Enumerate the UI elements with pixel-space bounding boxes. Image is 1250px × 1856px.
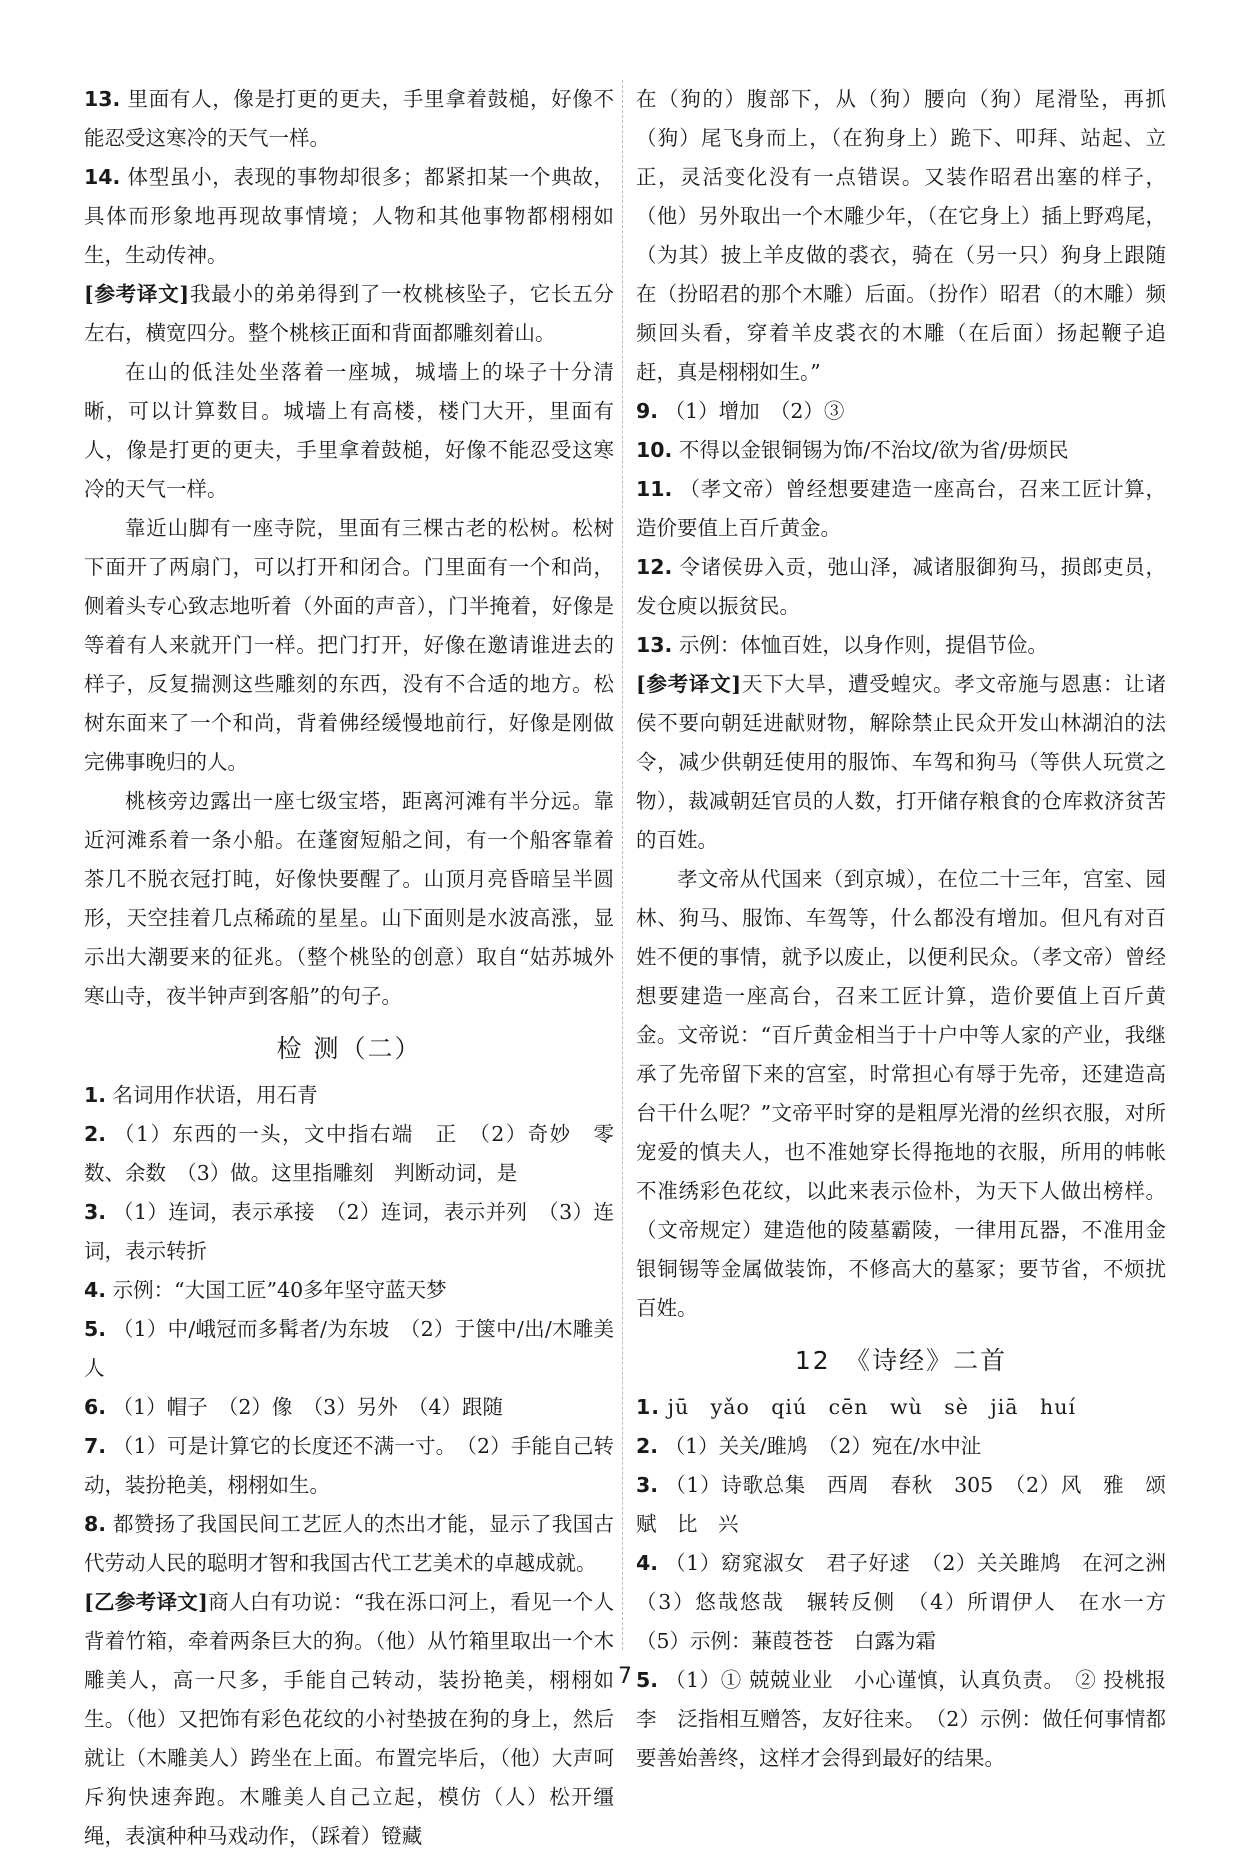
answer-number: 14.: [84, 165, 121, 189]
answer-item: [84, 1271, 614, 1310]
answer-item: [636, 431, 1166, 470]
answer-text: 令诸侯毋入贡，弛山泽，减诸服御狗马，损郎吏员，发仓庾以振贫民。: [636, 555, 1166, 618]
answer-item: [84, 1388, 614, 1427]
page-number: 7: [618, 1664, 632, 1689]
answer-item: [636, 470, 1166, 548]
answer-number: 5.: [636, 1668, 659, 1692]
answer-number: 10.: [636, 438, 673, 462]
answer-number: 3.: [84, 1200, 107, 1224]
answer-item: [636, 1466, 1187, 1544]
lesson-title: 12 《诗经》二首: [794, 1346, 1008, 1375]
translation-paragraph: 在山的低洼处坐落着一座城，城墙上的垛子十分清晰，可以计算数目。城墙上有高楼，楼门大开，里面有人，像是打更的更夫，手里拿着鼓槌，好像不能忍受这寒冷的天气一样。: [84, 360, 614, 501]
translation-tag: [乙参考译文]: [84, 1590, 208, 1614]
answer-text: 里面有人，像是打更的更夫，手里拿着鼓槌，好像不能忍受这寒冷的天气一样。: [84, 87, 614, 150]
answer-item: [636, 626, 1166, 665]
translation-paragraph: [84, 1583, 614, 1856]
answer-text: （1）窈窕淑女 君子好逑 （2）关关雎鸠 在河之洲 （3）悠哉悠哉 辗转反侧 （4）所谓伊人 在水一方 （5）示例：蒹葭苍苍 白露为霜: [636, 1551, 1187, 1653]
answer-number: 13.: [636, 633, 673, 657]
answer-text: （1）中/峨冠而多髯者/为东坡 （2）于箧中/出/木雕美人: [84, 1317, 614, 1380]
answer-text: （1）诗歌总集 西周 春秋 305 （2）风 雅 颂 赋 比 兴: [636, 1473, 1187, 1536]
answer-text: （孝文帝）曾经想要建造一座高台，召来工匠计算，造价要值上百斤黄金。: [636, 477, 1166, 540]
answer-text: jū yǎo qiú cēn wù sè jiā huí: [667, 1395, 1076, 1419]
answer-number: 9.: [636, 399, 659, 423]
answer-text: 都赞扬了我国民间工艺匠人的杰出才能，显示了我国古代劳动人民的聪明才智和我国古代工艺美术的卓越成就。: [84, 1512, 614, 1575]
answer-text: （1）东西的一头，文中指右端 正 （2）奇妙 零数、余数 （3）做。这里指雕刻 判断动词，是: [84, 1122, 614, 1185]
answer-text: 示例：“大国工匠”40多年坚守蓝天梦: [112, 1278, 447, 1302]
translation-paragraph: 桃核旁边露出一座七级宝塔，距离河滩有半分远。靠近河滩系着一条小船。在蓬窗短船之间，有一个船客靠着茶几不脱衣冠打盹，好像快要醒了。山顶月亮昏暗呈半圆形，天空挂着几点稀疏的星星。山下面则是水波高涨，显示出大潮要来的征兆。（整个桃坠的创意）取自“姑苏城外寒山寺，夜半钟声到客船”的句子。: [84, 789, 614, 1008]
translation-tag: [参考译文]: [636, 672, 742, 696]
answer-item: [84, 1076, 614, 1115]
answer-text: （1）连词，表示承接 （2）连词，表示并列 （3）连词，表示转折: [84, 1200, 614, 1263]
translation-paragraph: [84, 275, 614, 353]
answer-item: [636, 392, 1166, 431]
answer-item: [84, 80, 614, 158]
answer-number: 4.: [636, 1551, 659, 1575]
answer-number: 6.: [84, 1395, 107, 1419]
translation-text: 天下大旱，遭受蝗灾。孝文帝施与恩惠：让诸侯不要向朝廷进献财物，解除禁止民众开发山林湖泊的法令，减少供朝廷使用的服饰、车驾和狗马（等供人玩赏之物），裁减朝廷官员的人数，打开储存粮食的仓库救济贫苦的百姓。: [636, 672, 1166, 852]
answer-number: 1.: [636, 1395, 661, 1419]
answer-number: 7.: [84, 1434, 107, 1458]
answer-text: （1）① 兢兢业业 小心谨慎，认真负责。 ② 投桃报李 泛指相互赠答，友好往来。 （2）示例：做任何事情都要善始善终，这样才会得到最好的结果。: [636, 1668, 1166, 1770]
translation-text: 商人白有功说：“我在泺口河上，看见一个人背着竹箱，牵着两条巨大的狗。（他）从竹箱里取出一个木雕美人，高一尺多，手能自己转动，装扮艳美，栩栩如生。（他）又把饰有彩色花纹的小衬垫披在狗的身上，然后就让（木雕美人）跨坐在上面。布置完毕后，（他）大声呵斥狗快速奔跑。木雕美人自己立起，模仿（人）松开缰绳，表演种种马戏动作，（踩着）镫藏: [84, 1590, 614, 1848]
section-title: 检 测（二）: [276, 1034, 422, 1063]
answer-text: 不得以金银铜锡为饰/不治坟/欲为省/毋烦民: [678, 438, 1069, 462]
answer-item: [84, 1193, 614, 1271]
right-column: [636, 80, 1187, 1778]
translation-paragraph: 靠近山脚有一座寺院，里面有三棵古老的松树。松树下面开了两扇门，可以打开和闭合。门里面有一个和尚，侧着头专心致志地听着（外面的声音），门半掩着，好像是等着有人来就开门一样。把门打开，好像在邀请谁进去的样子，反复揣测这些雕刻的东西，没有不合适的地方。松树东面来了一个和尚，背着佛经缓慢地前行，好像是刚做完佛事晚归的人。: [84, 516, 614, 774]
translation-paragraph: [636, 665, 1166, 860]
answer-number: 3.: [636, 1473, 659, 1497]
translation-paragraph: 在（狗的）腹部下，从（狗）腰向（狗）尾滑坠，再抓（狗）尾飞身而上，（在狗身上）跪下、叩拜、站起、立正，灵活变化没有一点错误。又装作昭君出塞的样子，（他）另外取出一个木雕少年，（在它身上）插上野鸡尾，（为其）披上羊皮做的裘衣，骑在（另一只）狗身上跟随在（扮昭君的那个木雕）后面。（扮作）昭君（的木雕）频频回头看，穿着羊皮裘衣的木雕（在后面）扬起鞭子追赶，真是栩栩如生。”: [636, 87, 1166, 384]
answer-item: [84, 158, 614, 275]
answer-text: （1）关关/雎鸠 （2）宛在/水中沚: [664, 1434, 982, 1458]
answer-item: [84, 1505, 614, 1583]
answer-number: 2.: [84, 1122, 107, 1146]
translation-paragraph: 孝文帝从代国来（到京城），在位二十三年，宫室、园林、狗马、服饰、车驾等，什么都没有增加。但凡有对百姓不便的事情，就予以废止，以便利民众。（孝文帝）曾经想要建造一座高台，召来工匠计算，造价要值上百斤黄金。文帝说：“百斤黄金相当于十户中等人家的产业，我继承了先帝留下来的宫室，时常担心有辱于先帝，还建造高台干什么呢？”文帝平时穿的是粗厚光滑的丝织衣服，对所宠爱的慎夫人，也不准她穿长得拖地的衣服，所用的帏帐不准绣彩色花纹，以此来表示俭朴，为天下人做出榜样。（文帝规定）建造他的陵墓霸陵，一律用瓦器，不准用金银铜锡等金属做装饰，不修高大的墓冢；要节省，不烦扰百姓。: [636, 867, 1166, 1320]
answer-item: [636, 1544, 1187, 1661]
answer-number: 11.: [636, 477, 673, 501]
answer-text: （1）帽子 （2）像 （3）另外 （4）跟随: [112, 1395, 504, 1419]
answer-item: [636, 1427, 1166, 1466]
answer-number: 8.: [84, 1512, 107, 1536]
answer-item: [636, 548, 1166, 626]
answer-text: 示例：体恤百姓，以身作则，提倡节俭。: [678, 633, 1048, 657]
answer-number: 1.: [84, 1083, 107, 1107]
translation-tag: [参考译文]: [84, 282, 190, 306]
translation-text: 我最小的弟弟得到了一枚桃核坠子，它长五分左右，横宽四分。整个桃核正面和背面都雕刻着山。: [84, 282, 614, 345]
answer-text: （1）可是计算它的长度还不满一寸。 （2）手能自己转动，装扮艳美，栩栩如生。: [84, 1434, 614, 1497]
answer-text: 名词用作状语，用石青: [112, 1083, 318, 1107]
column-divider: [622, 80, 623, 1650]
answer-number: 2.: [636, 1434, 659, 1458]
answer-number: 5.: [84, 1317, 107, 1341]
answer-item: [84, 1427, 614, 1505]
answer-item: [84, 1115, 614, 1193]
answer-text: 体型虽小，表现的事物却很多；都紧扣某一个典故，具体而形象地再现故事情境；人物和其他事物都栩栩如生，生动传神。: [84, 165, 614, 267]
answer-item: [636, 1388, 1166, 1427]
left-column: [84, 80, 614, 1856]
answer-number: 12.: [636, 555, 673, 579]
answer-number: 13.: [84, 87, 121, 111]
answer-text: （1）增加 （2）③: [664, 399, 845, 423]
answer-number: 4.: [84, 1278, 107, 1302]
answer-item: [84, 1310, 614, 1388]
